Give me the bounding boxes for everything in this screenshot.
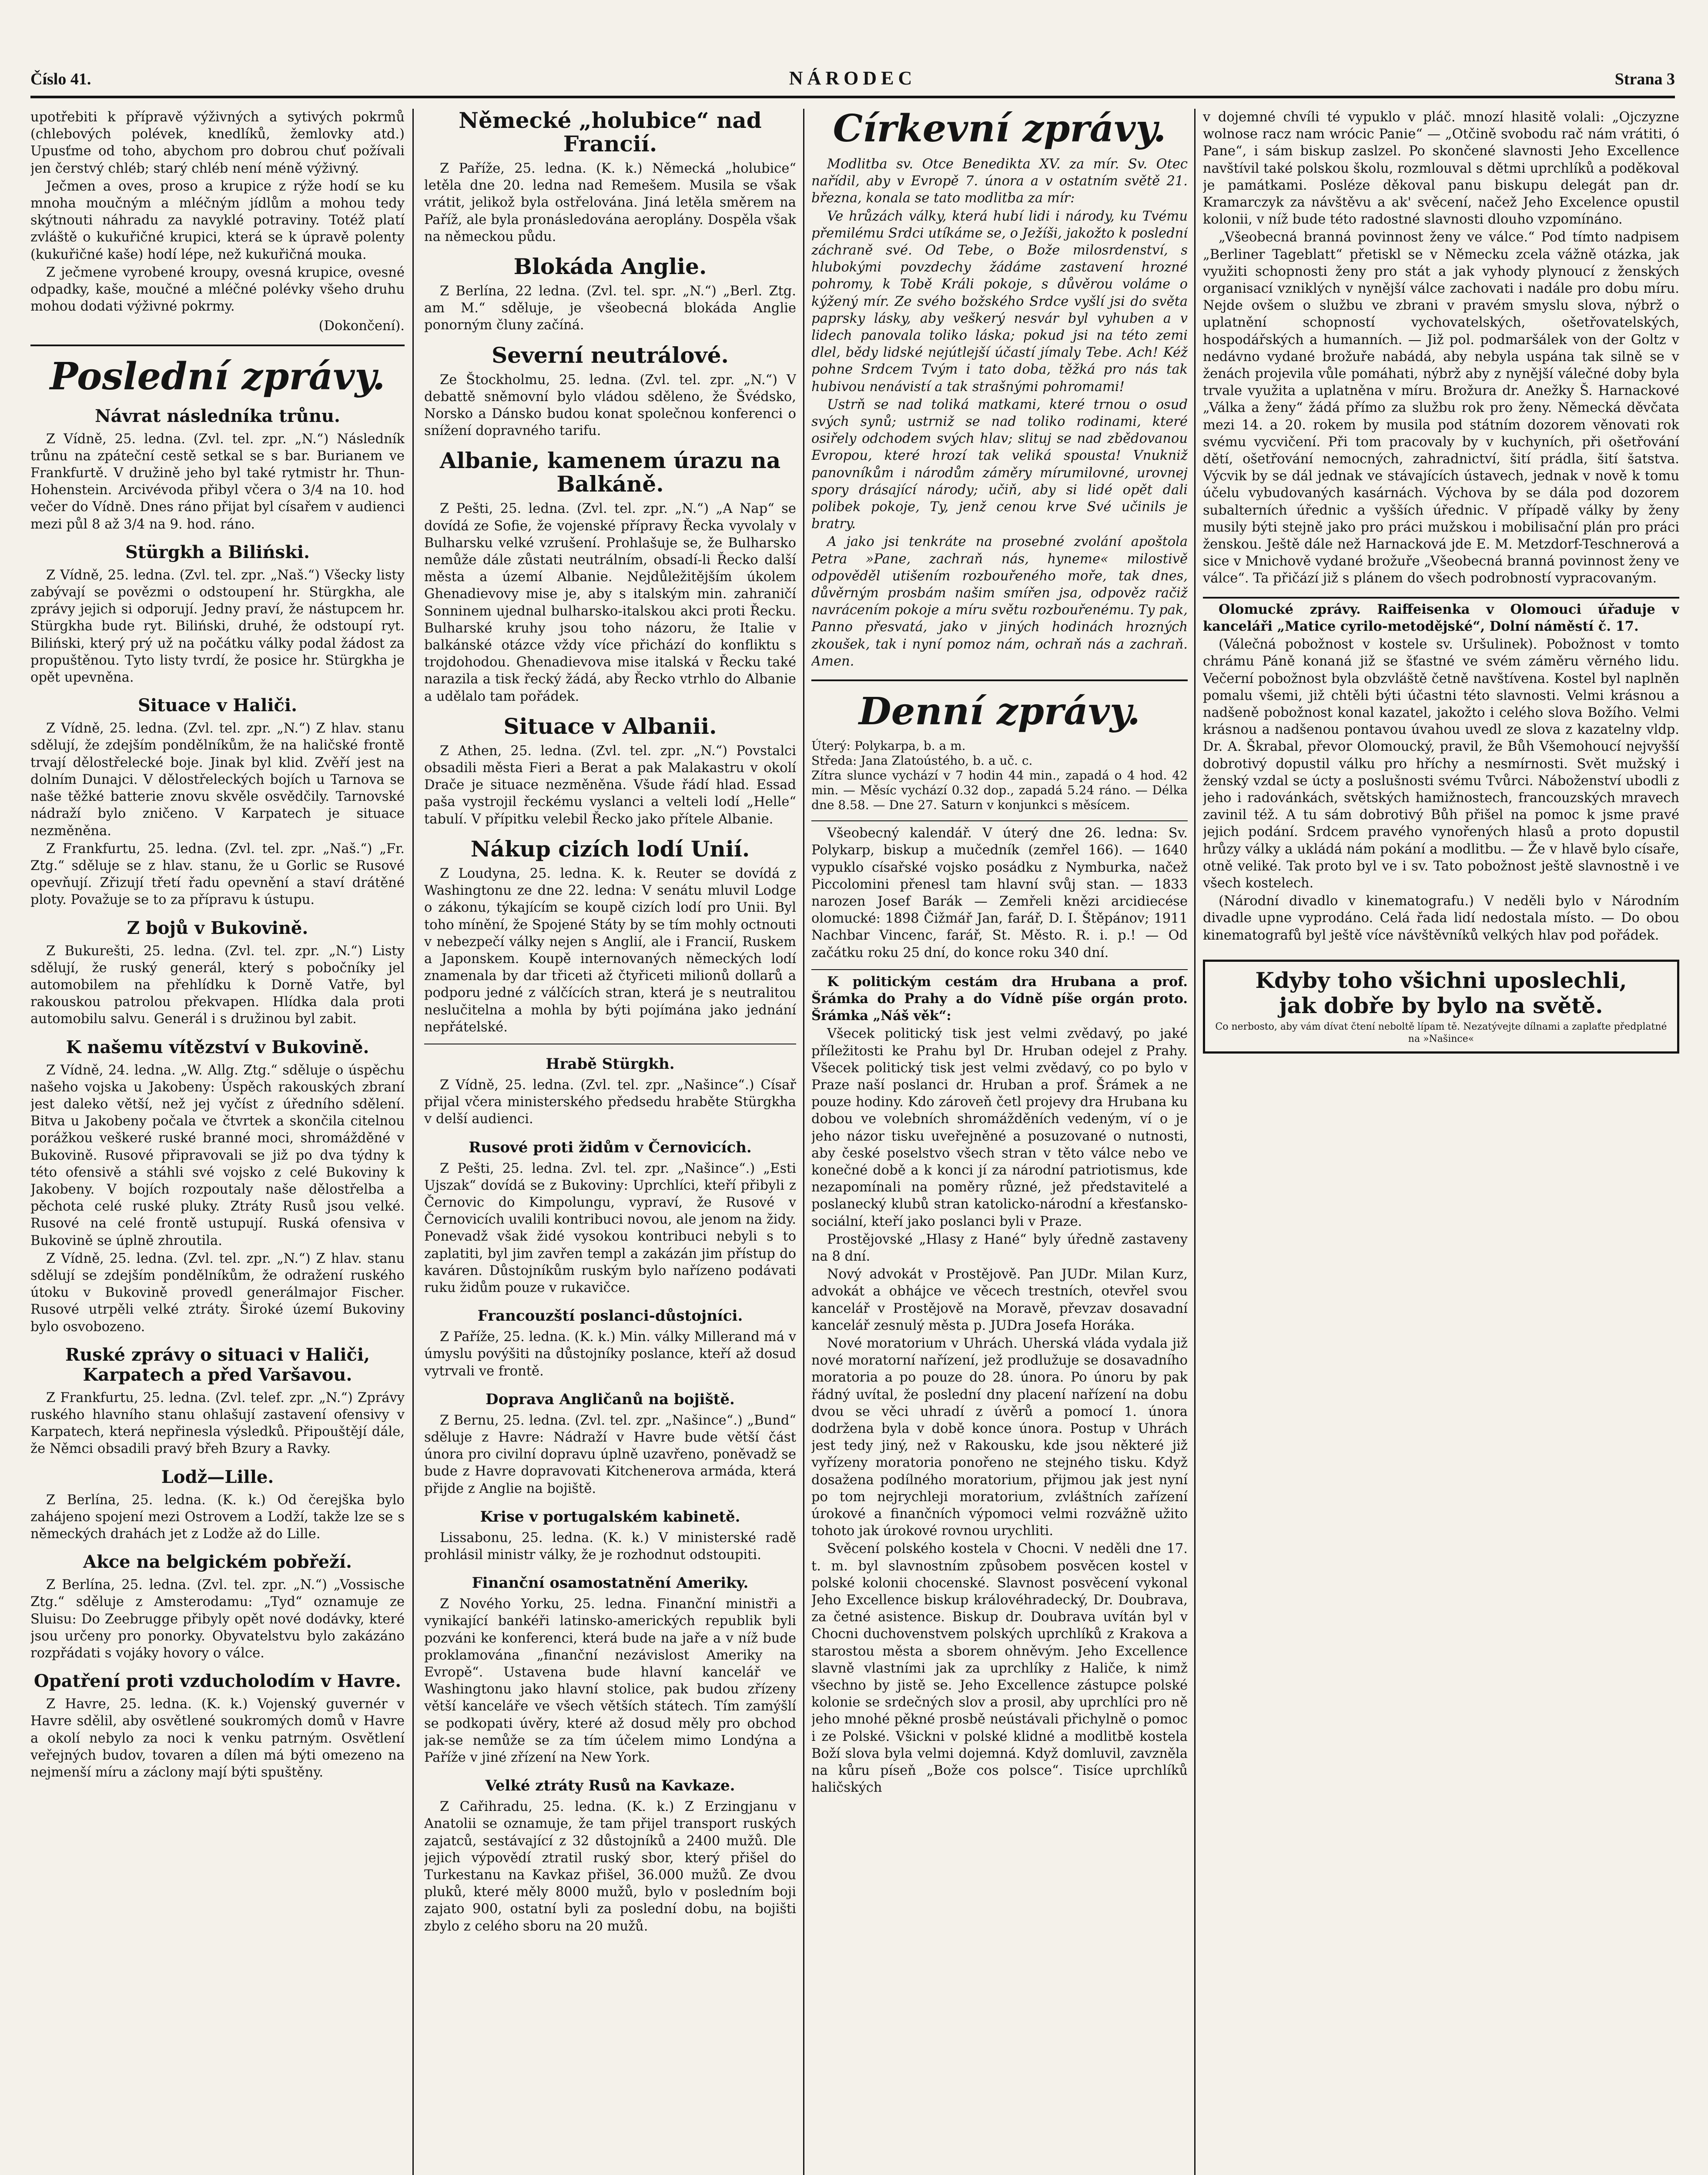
article-text: Z Athen, 25. ledna. (Zvl. tel. zpr. „N.“) Povstalci obsadili města Fieri a Berat a pak Malakastru v okolí Drače je situace nezměněna. Všude řádí hlad. Essad paša vystrojil řeckému vyslanci a velteli lodí „Helle“ tabulí. V přípitku velebil Řecko jako přítele Albanie.	[424, 743, 796, 827]
headline: Hrabě Stürgkh.	[546, 1055, 675, 1073]
article-lead: K politickým cestám dra Hrubana a prof. Šrámka do Prahy a do Vídně píše orgán proto. Šrámka „Náš věk“:	[811, 974, 1188, 1024]
article-text: Z Vídně, 25. ledna. (Zvl. tel. zpr. „Naš.“) Všecky listy zabývají se povězmi o odstoupení hr. Stürgkha, ale zprávy jejich si odporují. Jedny praví, že nástupcem hr. Stürgkha bude ryt. Biliński, druhé, že odstoupí ryt. Biliński, který prý už na počátku války podal žádost za propuštěnou. Tyto listy tvrdí, že posice hr. Stürgkha je opět upevněna.	[30, 567, 405, 686]
article-text: Z Vídně, 24. ledna. „W. Allg. Ztg.“ sděluje o úspěchu našeho vojska u Jakobeny: Úspěch rakouských zbraní jest daleko větší, než jej vyčíst z úředního sdělení. Bitva u Jakobeny počala ve čtvrtek a skončila citelnou porážkou veškeré ruské branné moci, shromážděné v Bukovině. Rusové připravovali se již po dva týdny k této ofensivě a stáhli své vojsko z celé Bukoviny k Jakobeny. V bojích rozpoutaly naše dělostřelba a pěchota celé ruské pluky. Ztráty Rusů jsou velké. Rusové na celé frontě ustupují. Ruská ofensiva v Bukovině se úplně zhroutila.	[30, 1062, 405, 1248]
article-lead: Olomucké zprávy. Raiffeisenka v Olomouci úřaduje v kanceláři „Matice cyrilo-metodějské“, Dolní náměstí č. 17.	[1203, 601, 1679, 634]
headline: Nákup cizích lodí Unií.	[470, 836, 750, 862]
headline: Opatření proti vzducholodím v Havre.	[33, 1671, 402, 1692]
section-banner-church-news: Církevní zprávy.	[833, 109, 1166, 151]
prayer-text: A jako jsi tenkráte na prosebné zvolání apoštola Petra »Pane, zachraň nás, hyneme« milostivě odpověděl utišením rozbouřeného moře, tak dnes, důvěrným prosbám našim smířen jsa, odpověz račiž navrácením pokoje a míru světu rozbouřenému. Ty pak, Panno přesvatá, jako v jiných hodinách hrozných zkoušek, tak i nyní pomoz nám, ochraň nás a zachraň. Amen.	[811, 534, 1188, 669]
article-text: Z Nového Yorku, 25. ledna. Finanční ministři a vynikající bankéři latinsko-amerických republik byli pozváni ke konferenci, která bude na jaře a v níž bude proklamována „finanční nezávislost Ameriky na Evropě“. Ustavena bude hlavní kancelář ve Washingtonu jako hlavní stolice, pak budou zřízeny větší kanceláře ve všech větších státech. Tím zamýšlí se podkopati úvěry, které až dosud měly pro obchod jak-se nemůže se za tím účelem mimo Londýna a Paříže v jiné zřízení na New York.	[424, 1596, 796, 1766]
headline: Albanie, kamenem úrazu na Balkáně.	[439, 448, 781, 497]
headline: Velké ztráty Rusů na Kavkaze.	[485, 1777, 735, 1795]
headline: Situace v Albanii.	[503, 713, 717, 739]
article-text: Z Havre, 25. ledna. (K. k.) Vojenský guvernér v Havre sdělil, aby osvětlené soukromých domů v Havre a okolí nebylo za noci k venku patrným. Osvětlení veřejných budov, tovaren a dílen má býti omezeno na nejmenší míru a záclony mají býti spuštěny.	[30, 1696, 405, 1780]
headline: Krise v portugalském kabinetě.	[480, 1508, 740, 1526]
article-text: Z Vídně, 25. ledna. (Zvl. tel. zpr. „Našince“.) Císař přijal včera ministerského předsedu hraběte Stürgkha v delší audienci.	[424, 1077, 796, 1127]
masthead	[30, 65, 1675, 98]
column-4	[1203, 109, 1679, 2175]
headline: Návrat následníka trůnu.	[95, 405, 340, 426]
section-banner-latest-news: Poslední zprávy.	[50, 354, 385, 398]
headline: Situace v Haliči.	[137, 695, 298, 716]
section-divider	[811, 679, 1188, 681]
article-text: Prostějovské „Hlasy z Hané“ byly úředně zastaveny na 8 dní.	[811, 1231, 1188, 1264]
continuation-note: (Dokončení).	[318, 318, 405, 334]
article-text: Z Berlína, 22 ledna. (Zvl. tel. spr. „N.“) „Berl. Ztg. am M.“ sděluje, je všeobecná blokáda Anglie ponorným čluny začíná.	[424, 284, 796, 333]
article-text: Z Berlína, 25. ledna. (Zvl. tel. zpr. „N.“) „Vossische Ztg.“ sděluje z Amsterodamu: „Tyd“ oznamuje ze Sluisu: Do Zeebrugge přibyly opět nové dodávky, které jsou určeny pro ponorky. Obyvatelstvu bylo zakázáno rozpřádati s vojáky hovory o válce.	[30, 1577, 405, 1661]
calendar-line: Úterý: Polykarpa, b. a m.	[811, 739, 966, 753]
calendar-box	[811, 739, 1188, 813]
headline: Z bojů v Bukovině.	[127, 917, 308, 938]
headline: Blokáda Anglie.	[513, 254, 707, 280]
headline: Lodž—Lille.	[161, 1466, 274, 1487]
article-text: Z Vídně, 25. ledna. (Zvl. tel. zpr. „N.“) Z hlav. stanu sdělují se zdejším pondělníkům, že odražení ruského útoku v Bukovině provedl generálmajor Fischer. Rusové utrpěli velké ztráty. Široké území Bukoviny bylo osvobozeno.	[30, 1251, 405, 1335]
article-text: v dojemné chvíli té vypuklo v pláč. mnozí hlasitě volali: „Ojczyzne wolnose racz nam wrócic Panie“ — „Otčině svobodu rač nám vrátiti, ó Pane“, i sám biskup zaslzel. Po skončené slavnosti Jeho Excellence navštívil také polskou školu, rozmlouval s dětmi uprchlíků a poděkoval je památkami. Posléze děkoval panu biskupu delegát pan dr. Kramarczyk za návštěvu a ak' svěcení, načež Jeho Excelence opustil kolonii, v níž bude této radostné slavnosti dlouho vzpomínáno.	[1203, 110, 1679, 228]
article-text: Modlitba sv. Otce Benedikta XV. za mír. Sv. Otec nařídil, aby v Evropě 7. února a v ostatním světě 21. března, konala se tato modlitba za mír:	[811, 157, 1188, 206]
headline: Ruské zprávy o situaci v Haliči, Karpatech a před Varšavou.	[65, 1344, 370, 1385]
article-text: Z Bukurešti, 25. ledna. (Zvl. tel. zpr. „N.“) Listy sdělují, že ruský generál, který s pobočníky jel automobilem na přehlídku k Dorně Vatře, byl rakouskou patrolou překvapen. Hlídka dala proti automobilu salvu. Generál i s družinou byl zabit.	[30, 943, 405, 1027]
article-text: Všecek politický tisk jest velmi zvědavý, po jaké příležitosti ke Prahu byl Dr. Hruban odejel z Prahy. Všecek politický tisk jest velmi zvědavý, co po bylo v Praze naší poslanci dr. Hruban a prof. Šrámek a ne pouze hodiny. Kdo zároveň četl projevy dra Hrubana ku dobou ve volebních shromážděních vedeným, ví o je jeho názor tisku uveřejněné a posuzované o nutnosti, aby české poselstvo všech stran v těto válce nebo ve konečné době a k konci jí za národní patriotismus, kde nezapomínali na poměry různé, jež představitelé a poslanecký klubů stran katolicko-národní a křesťansko-sociální, kteří jako poslanci byli v Praze.	[811, 1026, 1188, 1229]
headline: Stürgkh a Biliński.	[125, 542, 310, 562]
article-text: Z Paříže, 25. ledna. (K. k.) Německá „holubice“ letěla dne 20. ledna nad Remešem. Musila se však vrátit, jelikož byla ostřelována. Jiná letěla směrem na Paříž, ale byla pronásledována aeroplány. Dospěla však na německou půdu.	[424, 161, 796, 244]
article-text: Z Cařihradu, 25. ledna. (K. k.) Z Erzingjanu v Anatolii se oznamuje, že tam přijel transport ruských zajatců, sestávající z 32 důstojníků a 2400 mužů. Dle jejich výpovědí ztratil ruský sbor, který přišel do Turkestanu na Kavkaz přišel, 36.000 mužů. Ze dvou pluků, které měly 8000 mužů, bylo v posledním boji zajato 900, ostatní byli za poslední dobu, na bojišti zbylo z celého sboru na 20 mužů.	[424, 1799, 796, 1934]
article-text: Lissabonu, 25. ledna. (K. k.) V ministerské radě prohlásil ministr války, že je rozhodnut odstoupiti.	[424, 1530, 796, 1563]
article-text: Z Frankfurtu, 25. ledna. (Zvl. telef. zpr. „N.“) Zprávy ruského hlavního stanu ohlašují zastavení ofensivy v Karpatech, která nepřinesla výsledků. Připouštějí dále, že Němci obsadili pravý břeh Bzury a Ravky.	[30, 1390, 405, 1457]
column-rule	[412, 109, 414, 2175]
calendar-line: Zítra slunce vychází v 7 hodin 44 min., zapadá o 4 hod. 42 min. — Měsíc vychází 0.32 dop., zapadá 5.24 ráno. — Délka dne 8.58. — Dne 27. Saturn v konjunkci s měsícem.	[811, 768, 1188, 813]
section-divider	[811, 820, 1188, 821]
calendar-line: Středa: Jana Zlatoústého, b. a uč. c.	[811, 753, 1033, 768]
section-banner-daily-news: Denní zprávy.	[859, 689, 1140, 734]
headline: Severní neutrálové.	[492, 342, 729, 368]
article-text: Všeobecný kalendář. V úterý dne 26. ledna: Sv. Polykarp, biskup a mučedník (zemřel 166). — 1640 vypuklo císařské vojsko posádku z Nymburka, načež Piccolomini přenesl tam hlavní svůj stan. — 1833 narozen Josef Barák — Zemřeli knězi arcidiecése olomucké: 1898 Čižmář Jan, farář, D. I. Štěpánov; 1911 Nachbar Vincenc, farář, St. Město. R. i. p.! — Od začátku roku 25 dní, do konce roku 340 dní.	[811, 826, 1188, 960]
article-text: Z Pešti, 25. ledna. Zvl. tel. zpr. „Našince“.) „Esti Ujszak“ dovídá se z Bukoviny: Uprchlíci, kteří přibyli z Černovic do Kimpolungu, vypraví, že Rusové v Černovicích uvalili kontribuci novou, ale jenom na židy. Ponevadž však židé vysokou kontribuci nebyli s to zaplatiti, byl jim zavřen templ a zakázán jim přístup do kaváren. Důstojníkům ruským bylo nařízeno podávati ruku židům pouze v rukavičce.	[424, 1161, 796, 1295]
page-number: Strana 3	[1614, 70, 1675, 88]
article-text: Z Berlína, 25. ledna. (K. k.) Od čerejška bylo zahájeno spojení mezi Ostrovem a Lodží, takže lze se s německých drahách jet z Lodže až do Lille.	[30, 1492, 405, 1542]
prayer-text: Ve hrůzách války, která hubí lidi i národy, ku Tvému přemilému Srdci utíkáme se, o Ježíši, jakožto k poslední záchraně své. Od Tebe, o Bože milosrdenství, s hlubokými povzdechy žádáme zastavení hrozné pohromy, k Tobě Králi pokoje, s důvěrou voláme o kýžený mír. Ze svého božského Srdce vyšlí jsi do světa paprsky lásky, aby veškerý nesvár byl vyhuben a v lidech panovala toliko láska; pokud jsi na této zemi dlel, bědy lidské nejútlejší účastí jímaly Tebe. Ach! Kéž pohne Srdcem Tvým i tato doba, těžká pro nás tak hubivou nenávistí a tak strašnými pohromami!	[811, 208, 1188, 395]
section-divider	[30, 345, 405, 346]
advert-line: jak dobře by bylo na světě.	[1279, 992, 1603, 1018]
issue-number: Číslo 41.	[30, 70, 91, 88]
headline: Finanční osamostatnění Ameriky.	[472, 1574, 749, 1592]
article-text: Z Bernu, 25. ledna. (Zvl. tel. zpr. „Našince“.) „Bund“ sděluje z Havre: Nádraží v Havre bude větší část února pro civilní dopravu úplně uzavřeno, poněvadž se bude z Havre dopravovati Kitchenerova armáda, která přijde z Anglie na bojiště.	[424, 1412, 796, 1496]
advert-box	[1203, 960, 1679, 1054]
article-text: Z Loudyna, 25. ledna. K. k. Reuter se dovídá z Washingtonu ze dne 22. ledna: V senátu mluvil Lodge o zákonu, týkajícím se koupě cizích lodí pro Unii. Byl toho mínění, že Spojené Státy by se tím mohly octnouti v nebezpečí války nejen s Anglií, ale i Francií, Ruskem a Japonskem. Koupě internovaných německých lodí znamenala by dar třiceti až čtyřiceti milionů dollarů a podporu jedné z válčících stran, která je s neutralitou neslučitelna a mohla by býti pojímána jako jednání nepřátelské.	[424, 866, 796, 1035]
article-text: „Všeobecná branná povinnost ženy ve válce.“ Pod tímto nadpisem „Berliner Tageblatt“ přetiskl se v Německu zcela vážně otázka, jak využiti schopnosti ženy pro stát a jak vyhody plynoucí z ženských organisací vzniklých v nynější válce zachovati i nadále pro dobu míru. Nejde ovšem o službu ve zbrani v pravém smyslu slova, nýbrž o uplatnění schopností vychovatelských, ošetřovatelských, hospodářských a humanních. — Již pol. podmaršálek von der Goltz v nedávno vydané brožuře nabádá, aby nebyla uspána tak silně se v ženách projevila vůle pomáhati, nýbrž aby z nynější válečné doby byla trvale využita a uplatněna v míru. Brožura dr. Anežky Š. Harnackové „Válka a ženy“ žádá přímo za službu rok pro ženy. Německá děvčata mezi 14. a 20. rokem by musila pod státním dozorem věnovati rok svému vycvičení. Při tom pracovaly by v kuchyních, při ošetřování dětí, ošetřování nemocných, zahradnictví, šití prádla, šití šatstva. Výcvik by se dál jednak ve stávajících ústavech, jednak v nově k tomu účelu vybudovaných kasárnách. Výchova by se dála pod dozorem subalterních úřednic a vyšších úřednic. V případě války by ženy musily býti stejně jako pro práci mužskou i mobilisační plán pro práci ženskou. Ještě dále než Harnacková jde E. M. Metzdorf-Teschnerová a sice v Mnichově vydané brožuře „Všeobecná branná povinnost ženy ve válce“. Ta přičází již s plánem do všech podrobností vypracovaným.	[1203, 230, 1679, 586]
article-text: Z Pešti, 25. ledna. (Zvl. tel. zpr. „N.“) „A Nap“ se dovídá ze Sofie, že vojenské přípravy Řecka vyvolaly v Bulharsku velké vzrušení. Prohlašuje se, že Bulharsko nemůže dále zůstati neutrálním, obsadí-li Řecko další města a území Albanie. Nejdůležitějším úkolem Ghenadievovy mise je, aby s italským min. zahraničí Sonninem ujednal bulharsko-italskou akci proti Řecku. Bulharské kruhy jsou toho názoru, že Italie v balkánské otázce vždy více přichází do konfliktu s trojdohodou. Ghenadievova mise italská v Řecku také narazila a tisk řecký žádá, aby Řecko vtrhlo do Albanie a udělalo tam pořádek.	[424, 501, 796, 704]
article-text: Z Paříže, 25. ledna. (K. k.) Min. války Millerand má v úmyslu povýšiti na důstojníky poslance, kteří až dosud vytrvali ve frontě.	[424, 1329, 796, 1379]
column-rule	[1194, 109, 1196, 2175]
headline: Akce na belgickém pobřeží.	[83, 1552, 352, 1573]
headline: Německé „holubice“ nad Francií.	[459, 109, 762, 157]
article-text: (Válečná pobožnost v kostele sv. Uršulinek). Pobožnost v tomto chrámu Páně konaná již se šťastné ve svém záměru věrného lidu. Večerní pobožnost byla obzvláště četně navštívena. Kostel byl naplněn pomalu všemi, již chtěli býti účastni této slavnosti. Velmi krásnou a nadšeně pobožnost konal kazatel, jakožto i celého slova Božího. Velmi krásnou a nadšenou pontavou úvahou uvedl ze slova z kazatelny vldp. Dr. A. Škrabal, převor Olomoucký, pravil, že Bůh Všemohoucí nejvyšší dobrotivý dopustil válku pro hříchy a nesmírnosti. Svět mužský i ženský vzdal se úcty a poslušnosti svému Tvůrci. Náboženství ubodli z jeho i radovánkách, světských hamižnostech, francouzských mravech zavinil též. A tu sám dobrotivý Bůh přišel na pomoc k jsme pravé jejich podání. Srdcem pravého vynořených hlasů a proto dopustil hrůzy války a ukládá nám pokání a modlitbu. — Že v hlavě bylo císaře, otně veliké. Tak proto byl ve i sv. Tato pobožnost ještě slavnostně i ve všech kostelech.	[1203, 637, 1679, 891]
column-1	[30, 109, 405, 2175]
column-2	[424, 109, 796, 2175]
headline: Doprava Angličanů na bojiště.	[486, 1390, 735, 1408]
column-3	[811, 109, 1188, 2175]
article-text: Ze Štockholmu, 25. ledna. (Zvl. tel. zpr. „N.“) V debattě sněmovní bylo vládou sděleno, že Švédsko, Norsko a Dánsko budou konat společnou konferenci o snížení dopravného tarifu.	[424, 372, 796, 439]
prayer-text: Ustrň se nad toliká matkami, které trnou o osud svých synů; ustrniž se nad toliko rodinami, které osiřely odchodem svých hlav; slituj se nad zbědovanou Evropou, které hrozí tak veliká spousta! Vnukniž panovníkům i národům záměry mírumilovné, urovnej spory drásající národy; učiň, aby si lidé opět dali polibek pokoje, Ty, jenž cenou krve Své učinils je bratry.	[811, 397, 1188, 532]
article-text: Z Vídně, 25. ledna. (Zvl. tel. zpr. „N.“) Následník trůnu na zpáteční cestě setkal se s bar. Burianem ve Frankfurtě. V družině jeho byl také rytmistr hr. Thun-Hohenstein. Arcivévoda přibyl včera o 3/4 na 10. hod večer do Vídně. Dnes ráno přijat byl císařem v audienci mezi půl 8 až 3/4 na 9. hod. ráno.	[30, 431, 405, 532]
section-divider	[811, 969, 1188, 970]
article-text: Ječmen a oves, proso a krupice z rýže hodí se ku mnoha moučným a mléčným jídlům a mohou tedy skýtnouti náhradu za navyklé potraviny. Totéž platí zvláště o kukuřičné krupici, která se k úpravě polenty (kukuřičné kaše) hodí lépe, než kukuřičná mouka.	[30, 178, 405, 262]
advert-line: Kdyby toho všichni uposlechli,	[1255, 967, 1627, 993]
article-text: upotřebiti k přípravě výživných a sytivých pokrmů (chlebových polévek, knedlíků, žemlovky atd.) Upusťme od toho, abychom pro dobrou chuť požívali jen čerstvý chléb; starý chléb není méně výživný.	[30, 110, 405, 176]
article-text: Svěcení polského kostela v Chocni. V neděli dne 17. t. m. byl slavnostním způsobem posvěcen kostel v polské kolonii chocenské. Slavnost posvěcení vykonal Jeho Excellence biskup královéhradecký, Dr. Doubrava, za četné asistence. Biskup dr. Doubrava uvítán byl v Chocni duchovenstvem polských uprchlíků z Krakova a starostou města a sborem ohněvým. Jeho Excellence slavně vlastními jak za uprchlíky z Haliče, k nimž všechno by jistě se. Jeho Excellence zástupce polské kolonie se srdečných slov a prosil, aby uprchlíci pro ně jeho mnohé pěkné prosbě neústávali přichylně o pomoc i ze Polské. Všickni v polské klidné a modlitbě kostela Boží slova byla velmi dojemná. Když domluvil, zavzněla na kůru píseň „Bože cos polsce“. Tisíce uprchlíků haličských	[811, 1541, 1188, 1796]
article-text: Z Vídně, 25. ledna. (Zvl. tel. zpr. „N.“) Z hlav. stanu sdělují, že zdejším pondělníkům, že na haličské frontě trvají dělostřelecké boje. Jinak byl klid. Zvěří jest na dolním Dunajci. V dělostřeleckých bojích u Tarnova se naše těžké batterie znovu skvěle osvědčily. Tarnovské nádraží bylo zničeno. V Karpatech je situace nezměněna.	[30, 721, 405, 839]
article-text: (Národní divadlo v kinematografu.) V neděli bylo v Národním divadle upne vyprodáno. Celá řada lidí nedostala místo. — Do obou kinematografů byl ještě více návštěvníků velkých hlav pod pořádek.	[1203, 893, 1679, 943]
article-text: Z Frankfurtu, 25. ledna. (Zvl. tel. zpr. „Naš.“) „Fr. Ztg.“ sděluje se z hlav. stanu, že u Gorlic se Rusové opevňují. Zřizují třetí řadu opevnění a staví drátěné ploty. Považuje se to za přípravu k ústupu.	[30, 841, 405, 908]
headline: Rusové proti židům v Černovicích.	[469, 1138, 752, 1156]
article-text: Nové moratorium v Uhrách. Uherská vláda vydala již nové moratorní nařízení, jež prodlužuje se dosavadního moratoria a po pouze do 28. února. Po únoru by pak řádný uvítal, že poslední dny placení nařízení na dobu dvou se věci uhradí z úvěrů a pomocí 1. února dodržena byla v době konce února. Postup v Uhrách jest tedy jiný, než v Rakousku, kde jsou některé již vyřízeny moratoria ponořeno ne stejného tisku. Když dosažena podílného moratorium, přijmou jak jest nyní po tom nejrychleji moratorium, zvláštních zařízení úrokové a finančních výpomoci velmi rozvážně užito tohoto jak úrokové rovnou urychliti.	[811, 1335, 1188, 1539]
newspaper-title: NÁRODEC	[789, 67, 917, 89]
headline: K našemu vítězství v Bukovině.	[66, 1037, 369, 1057]
advert-note: Co nerbosto, aby vám dívat čtení neboltě lípam tě. Nezatývejte dílnami a zaplaťte předplatné na »Našince«	[1215, 1021, 1667, 1044]
column-rule	[803, 109, 804, 2175]
headline: Francouzští poslanci-důstojníci.	[477, 1307, 743, 1325]
section-divider	[1203, 597, 1679, 599]
article-text: Z ječmene vyrobené kroupy, ovesná krupice, ovesné odpadky, kaše, moučné a mléčné polévky všeho druhu mohou dodati výživné pokrmy.	[30, 264, 405, 315]
article-text: Nový advokát v Prostějově. Pan JUDr. Milan Kurz, advokát a obhájce ve věcech trestních, otevřel svou kancelář v Prostějově na Moravě, převzav dosavadní kancelář zesnulý města p. JUDra Josefa Horáka.	[811, 1267, 1188, 1333]
